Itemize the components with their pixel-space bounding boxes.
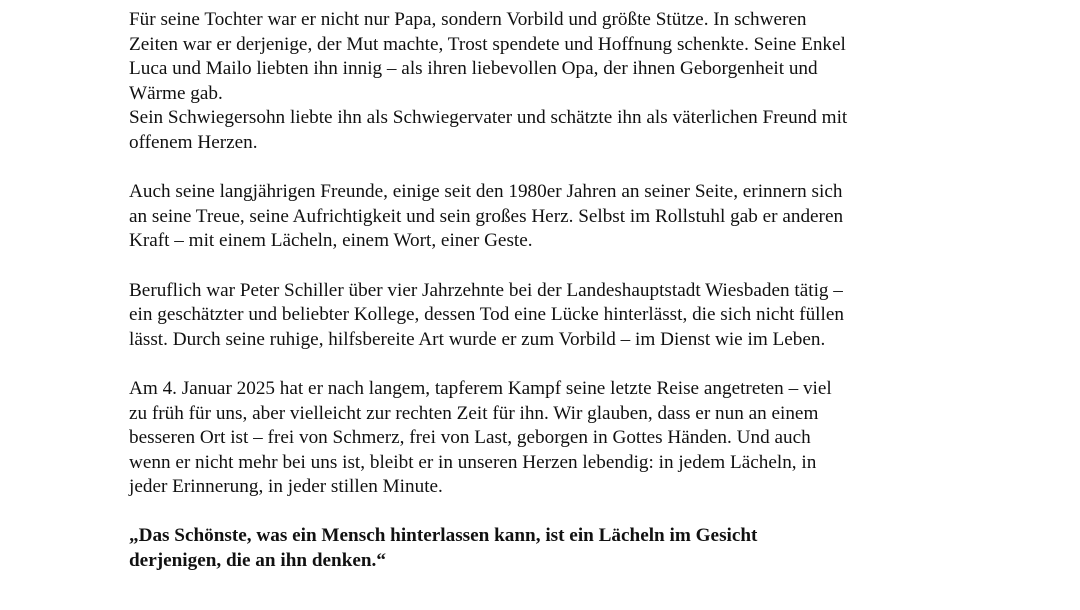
text-line: zu früh für uns, aber vielleicht zur rechten Zeit für ihn. Wir glauben, dass er nun an einem [129, 402, 819, 424]
text-line: Sein Schwiegersohn liebte ihn als Schwiegervater und schätzte ihn als väterlichen Freund mit [129, 107, 848, 129]
document-body [129, 8, 959, 574]
text-line: Wärme gab. [129, 82, 223, 104]
paragraph-family [129, 8, 959, 156]
closing-quote [129, 524, 959, 573]
text-line: Am 4. Januar 2025 hat er nach langem, tapferem Kampf seine letzte Reise angetreten – viel [129, 377, 832, 399]
text-line: lässt. Durch seine ruhige, hilfsbereite Art wurde er zum Vorbild – im Dienst wie im Leben. [129, 328, 826, 350]
text-line: an seine Treue, seine Aufrichtigkeit und sein großes Herz. Selbst im Rollstuhl gab er anderen [129, 205, 844, 227]
text-line: ein geschätzter und beliebter Kollege, dessen Tod eine Lücke hinterlässt, die sich nicht füllen [129, 304, 844, 326]
text-line: Kraft – mit einem Lächeln, einem Wort, einer Geste. [129, 230, 533, 252]
quote-line: derjenigen, die an ihn denken.“ [129, 550, 386, 572]
text-line: offenem Herzen. [129, 131, 258, 153]
quote-line: „Das Schönste, was ein Mensch hinterlassen kann, ist ein Lächeln im Gesicht [129, 525, 758, 547]
paragraph-friends [129, 180, 959, 254]
text-line: Zeiten war er derjenige, der Mut machte, Trost spendete und Hoffnung schenkte. Seine Enkel [129, 33, 846, 55]
text-line: besseren Ort ist – frei von Schmerz, frei von Last, geborgen in Gottes Händen. Und auch [129, 427, 811, 449]
text-line: Auch seine langjährigen Freunde, einige seit den 1980er Jahren an seiner Seite, erinnern sich [129, 181, 843, 203]
paragraph-career [129, 279, 959, 353]
text-line: Für seine Tochter war er nicht nur Papa, sondern Vorbild und größte Stütze. In schweren [129, 9, 807, 30]
text-line: Beruflich war Peter Schiller über vier Jahrzehnte bei der Landeshauptstadt Wiesbaden tätig – [129, 279, 843, 301]
paragraph-passing [129, 377, 959, 500]
text-line: jeder Erinnerung, in jeder stillen Minute. [129, 476, 443, 498]
text-line: Luca und Mailo liebten ihn innig – als ihren liebevollen Opa, der ihnen Geborgenheit und [129, 58, 818, 80]
text-line: wenn er nicht mehr bei uns ist, bleibt er in unseren Herzen lebendig: in jedem Lächeln, in [129, 451, 817, 473]
